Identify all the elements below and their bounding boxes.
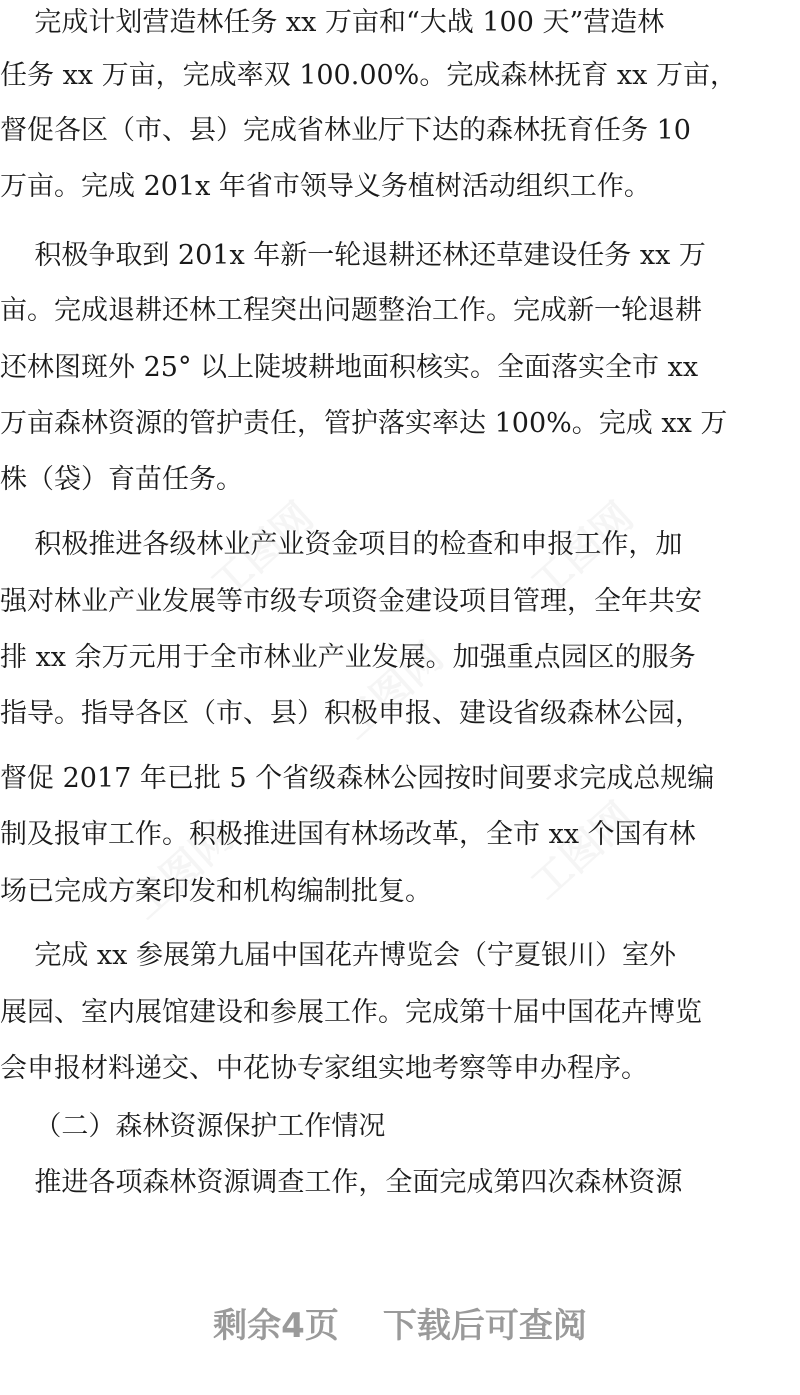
text-line: 完成计划营造林任务 xx 万亩和“大战 100 天”营造林 xyxy=(0,7,665,38)
text-line: 万亩森林资源的管护责任，管护落实率达 100%。完成 xx 万 xyxy=(0,408,728,439)
text-line: 会申报材料递交、中花协专家组实地考察等申办程序。 xyxy=(0,1053,648,1084)
text-line: 场已完成方案印发和机构编制批复。 xyxy=(0,876,432,907)
text-line: 排 xx 余万元用于全市林业产业发展。加强重点园区的服务 xyxy=(0,642,696,673)
text-line: 强对林业产业发展等市级专项资金建设项目管理，全年共安 xyxy=(0,586,702,617)
download-to-view-label: 下载后可查阅 xyxy=(382,1306,587,1346)
text-line: 指导。指导各区（市、县）积极申报、建设省级森林公园， xyxy=(0,698,702,729)
text-line: 万亩。完成 201x 年省市领导义务植树活动组织工作。 xyxy=(0,171,651,202)
text-line: 督促 2017 年已批 5 个省级森林公园按时间要求完成总规编 xyxy=(0,763,715,794)
text-line: 制及报审工作。积极推进国有林场改革，全市 xx 个国有林 xyxy=(0,819,696,850)
text-line: 任务 xx 万亩，完成率双 100.00%。完成森林抚育 xx 万亩， xyxy=(0,60,737,91)
text-line: 积极推进各级林业产业资金项目的检查和申报工作，加 xyxy=(0,529,683,560)
text-line: 推进各项森林资源调查工作，全面完成第四次森林资源 xyxy=(0,1167,683,1198)
remaining-pages-label: 剩余4页 xyxy=(213,1306,339,1346)
download-prompt[interactable] xyxy=(0,1250,800,1395)
text-line: 完成 xx 参展第九届中国花卉博览会（宁夏银川）室外 xyxy=(0,940,676,971)
text-line: 还林图斑外 25° 以上陡坡耕地面积核实。全面落实全市 xx xyxy=(0,352,699,383)
text-line: 亩。完成退耕还林工程突出问题整治工作。完成新一轮退耕 xyxy=(0,295,702,326)
text-line: 株（袋）育苗任务。 xyxy=(0,464,243,495)
text-line: 展园、室内展馆建设和参展工作。完成第十届中国花卉博览 xyxy=(0,997,702,1028)
text-line: 督促各区（市、县）完成省林业厅下达的森林抚育任务 10 xyxy=(0,115,691,146)
section-heading: （二）森林资源保护工作情况 xyxy=(0,1111,386,1142)
text-line: 积极争取到 201x 年新一轮退耕还林还草建设任务 xx 万 xyxy=(0,240,706,271)
